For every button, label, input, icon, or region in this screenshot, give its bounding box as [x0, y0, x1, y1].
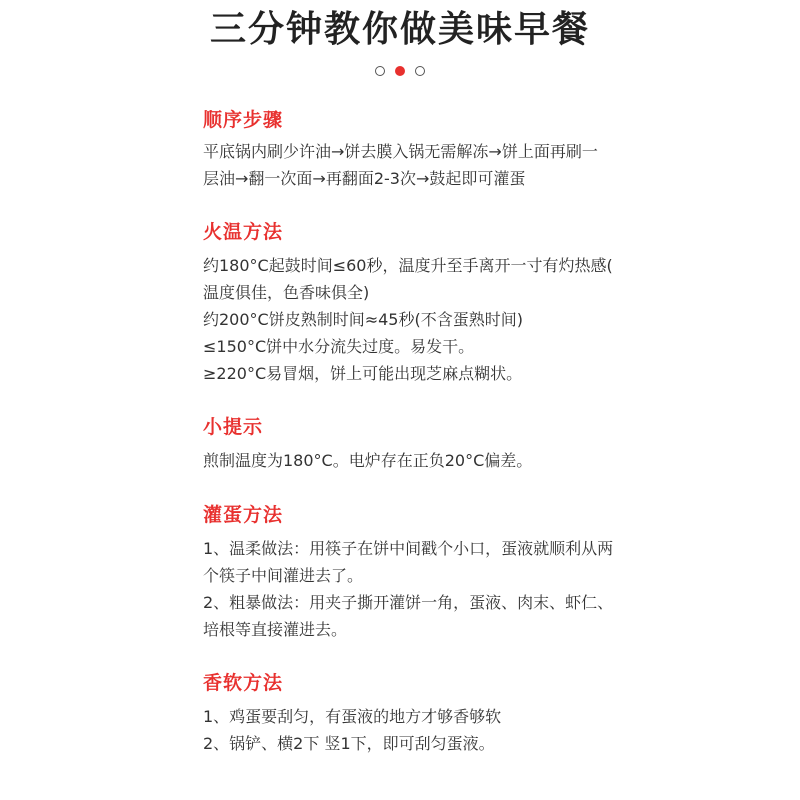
text-line: ≤150°C饼中水分流失过度。易发干。 — [203, 337, 475, 356]
text-line: 约180°C起鼓时间≤60秒，温度升至手离开一寸有灼热感( — [203, 256, 613, 275]
text-line: 个筷子中间灌进去了。 — [203, 566, 364, 585]
pager-dot-1[interactable] — [375, 66, 385, 76]
text-line: 约200°C饼皮熟制时间≈45秒(不含蛋熟时间) — [203, 310, 523, 329]
page-title: 三分钟教你做美味早餐 — [209, 9, 590, 50]
section-title-steps: 顺序步骤 — [203, 109, 284, 131]
pager-dot-3[interactable] — [415, 66, 425, 76]
section-title-soft: 香软方法 — [203, 672, 284, 694]
section-steps — [203, 106, 643, 192]
text-line: 培根等直接灌进去。 — [203, 620, 348, 639]
section-soft — [203, 669, 643, 757]
pager-dot-2-active[interactable] — [395, 66, 405, 76]
text-line: 温度俱佳，色香味俱全) — [203, 283, 370, 302]
text-line: 2、锅铲、横2下 竖1下，即可刮匀蛋液。 — [203, 734, 495, 753]
text-line: 煎制温度为180°C。电炉存在正负20°C偏差。 — [203, 451, 533, 470]
section-title-tips: 小提示 — [203, 416, 264, 438]
text-line: 2、粗暴做法：用夹子撕开灌饼一角，蛋液、肉末、虾仁、 — [203, 593, 614, 612]
recipe-content — [203, 106, 643, 781]
text-line: ≥220°C易冒烟，饼上可能出现芝麻点糊状。 — [203, 364, 523, 383]
text-line: 1、温柔做法：用筷子在饼中间戳个小口，蛋液就顺利从两 — [203, 539, 614, 558]
section-title-heat: 火温方法 — [203, 221, 284, 243]
carousel-pager — [0, 66, 800, 76]
text-line: 平底锅内刷少许油→饼去膜入锅无需解冻→饼上面再刷一 — [203, 142, 598, 161]
section-tips — [203, 413, 643, 474]
section-heat — [203, 218, 643, 387]
text-line: 1、鸡蛋要刮匀，有蛋液的地方才够香够软 — [203, 707, 502, 726]
section-egg-fill — [203, 501, 643, 643]
text-line: 层油→翻一次面→再翻面2-3次→鼓起即可灌蛋 — [203, 169, 526, 188]
section-title-egg-fill: 灌蛋方法 — [203, 504, 284, 526]
